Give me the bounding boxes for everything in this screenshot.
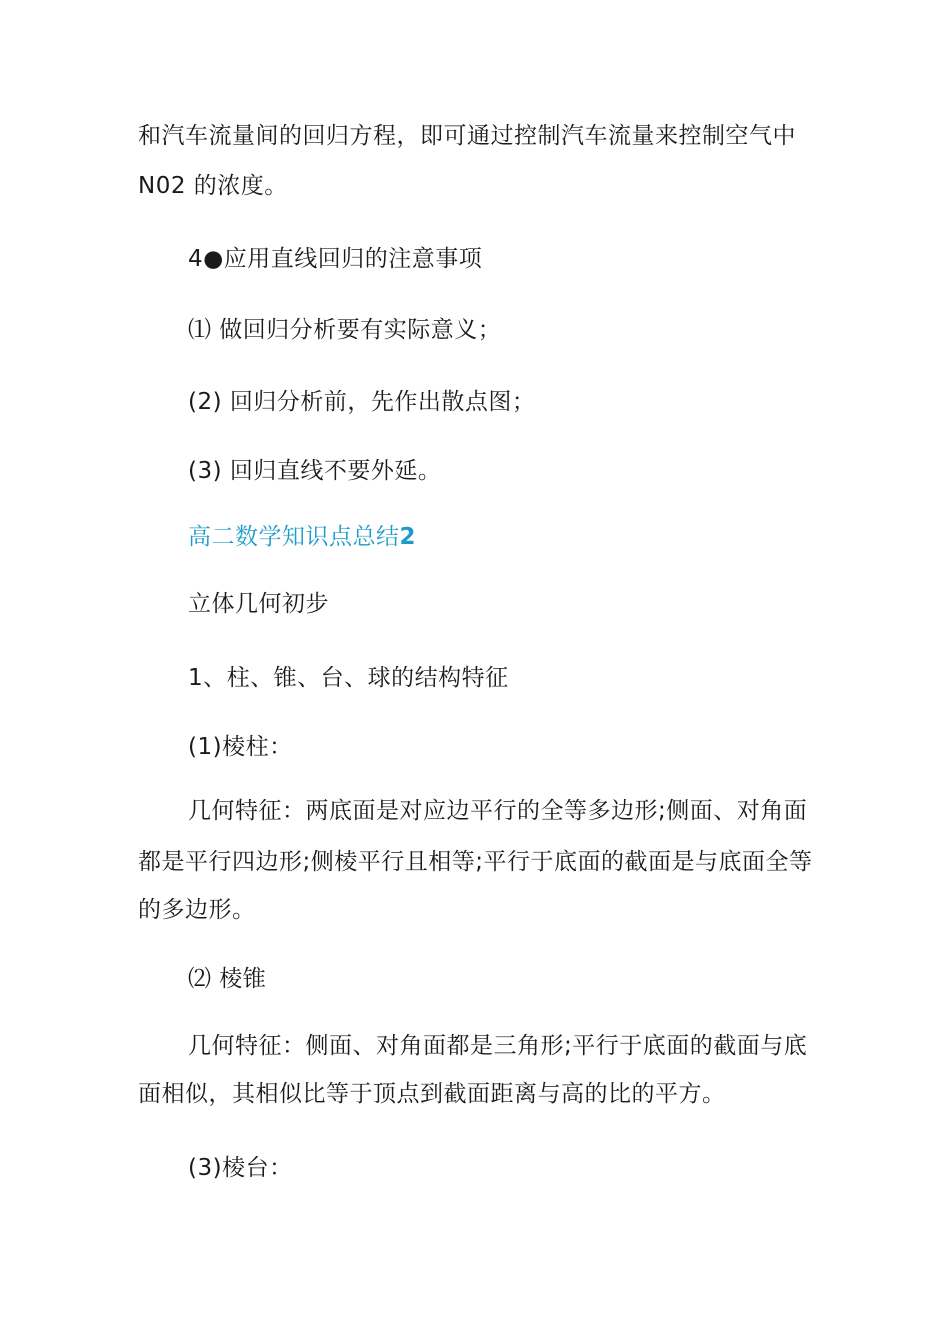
list-item: 1、柱、锥、台、球的结构特征 bbox=[188, 665, 509, 691]
paragraph-line: 几何特征：两底面是对应边平行的全等多边形;侧面、对角面 bbox=[188, 798, 808, 824]
paragraph-line: 都是平行四边形;侧棱平行且相等;平行于底面的截面是与底面全等 bbox=[138, 849, 813, 875]
paragraph-line: 和汽车流量间的回归方程，即可通过控制汽车流量来控制空气中 bbox=[138, 123, 796, 149]
subsection-title: 立体几何初步 bbox=[188, 591, 329, 617]
list-heading: 4●应用直线回归的注意事项 bbox=[188, 246, 483, 272]
item-label: ⑵ 棱锥 bbox=[188, 966, 267, 992]
paragraph-line: 面相似，其相似比等于顶点到截面距离与高的比的平方。 bbox=[138, 1081, 726, 1107]
item-label: (1)棱柱： bbox=[188, 734, 293, 760]
section-heading-number: 2 bbox=[399, 524, 417, 550]
paragraph-line: 的多边形。 bbox=[138, 897, 256, 923]
list-item: (2) 回归分析前，先作出散点图； bbox=[188, 389, 536, 415]
list-item: (3) 回归直线不要外延。 bbox=[188, 458, 442, 484]
item-label: (3)棱台： bbox=[188, 1155, 293, 1181]
paragraph-line: N02 的浓度。 bbox=[138, 173, 288, 199]
list-item: ⑴ 做回归分析要有实际意义； bbox=[188, 317, 502, 343]
section-heading bbox=[188, 523, 416, 551]
paragraph-line: 几何特征：侧面、对角面都是三角形;平行于底面的截面与底 bbox=[188, 1033, 808, 1059]
section-heading-text: 高二数学知识点总结 bbox=[188, 524, 400, 550]
